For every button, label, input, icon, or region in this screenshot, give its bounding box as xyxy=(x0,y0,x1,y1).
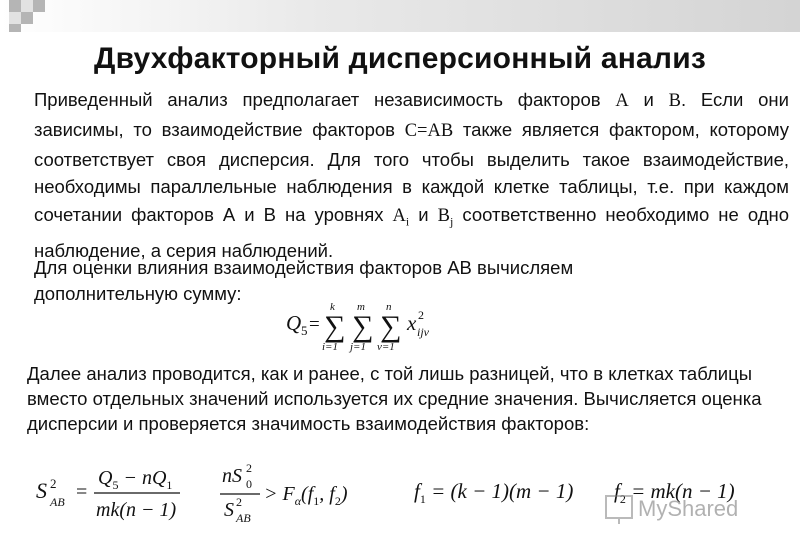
svg-text:f1 = (k − 1)(m − 1): $f_1 = (k - 1)(m - 1)$ xyxy=(414,479,574,506)
decor-square xyxy=(33,0,45,12)
header-band xyxy=(0,0,800,32)
svg-text:2: 2 xyxy=(418,308,424,322)
f-test-formula xyxy=(218,454,378,526)
decor-square xyxy=(9,24,21,32)
svg-text:∑: ∑ xyxy=(380,310,402,343)
svg-text:∑: ∑ xyxy=(352,310,374,343)
svg-text:=: = xyxy=(309,314,320,335)
decor-square xyxy=(21,12,33,24)
further-text: Далее анализ проводится, как и ранее, с той лишь разницей, что в клетках таблицы вместо отдельных значений используется их средние значения. Вычисляется оценка дисперсии и проверяется значимость взаимодействия факторов: xyxy=(27,363,762,434)
svg-text:2: 2 xyxy=(50,476,57,491)
svg-text:Q: Q xyxy=(286,311,302,335)
svg-text:=: = xyxy=(76,481,88,503)
svg-text:ijv: ijv xyxy=(417,325,429,339)
svg-text:mk(n − 1): mk(n − 1) xyxy=(96,499,177,521)
svg-text:j=1: j=1 xyxy=(350,341,366,353)
svg-text:f2 = mk(n − 1): $f_2 = mk(n - 1)$ xyxy=(614,479,735,506)
svg-text:AB: AB xyxy=(236,511,251,525)
svg-text:nS: nS xyxy=(222,465,242,487)
svg-text:0: 0 xyxy=(246,477,252,491)
svg-text:AB: AB xyxy=(50,495,65,509)
decor-square xyxy=(9,12,21,24)
svg-text:n: n xyxy=(386,301,392,313)
svg-text:S: S xyxy=(224,499,234,521)
svg-text:m: m xyxy=(357,301,365,313)
intro-paragraph: Приведенный анализ предполагает независимость факторов A и B. Если они зависимы, то взаимодействие факторов C=AB также является фактором, которому соответствует своя дисперсия. Для того чтобы выделить такое взаимодействие, необходимы параллельные наблюдения в каждой клетке таблицы, т.е. при каждом сочетании факторов А и В на уровнях $A_i$ и $B_j$ соответственно необходимо не одно наблюдение, а серия наблюдений. xyxy=(34,89,790,261)
svg-text:S: S xyxy=(36,478,47,503)
svg-text:v=1: v=1 xyxy=(377,341,395,353)
decor-square xyxy=(21,0,33,12)
watermark-logo xyxy=(604,490,774,526)
decor-square xyxy=(9,0,21,12)
svg-text:> Fα(f1, f2): > $F_\alpha(f_1$, $f_2$) xyxy=(264,483,348,508)
presentation-icon xyxy=(606,496,632,518)
svg-text:Q5 − nQ1: $Q_5 - nQ_1$ xyxy=(98,467,173,492)
svg-text:5: 5 xyxy=(301,323,308,338)
svg-text:x: x xyxy=(407,311,417,335)
svg-text:k: k xyxy=(330,301,335,313)
interaction-text: Для оценки влияния взаимодействия факторов АВ вычисляем дополнительную сумму: xyxy=(34,257,574,304)
s2ab-formula xyxy=(28,454,188,526)
svg-text:2: 2 xyxy=(236,495,242,509)
q5-formula xyxy=(280,298,440,358)
f1-formula xyxy=(410,476,580,510)
svg-text:i=1: i=1 xyxy=(322,341,338,353)
slide-title: Двухфакторный дисперсионный анализ xyxy=(94,42,706,75)
svg-text:∑: ∑ xyxy=(324,310,346,343)
svg-text:MyShared: MyShared xyxy=(638,496,739,521)
svg-text:2: 2 xyxy=(246,461,252,475)
